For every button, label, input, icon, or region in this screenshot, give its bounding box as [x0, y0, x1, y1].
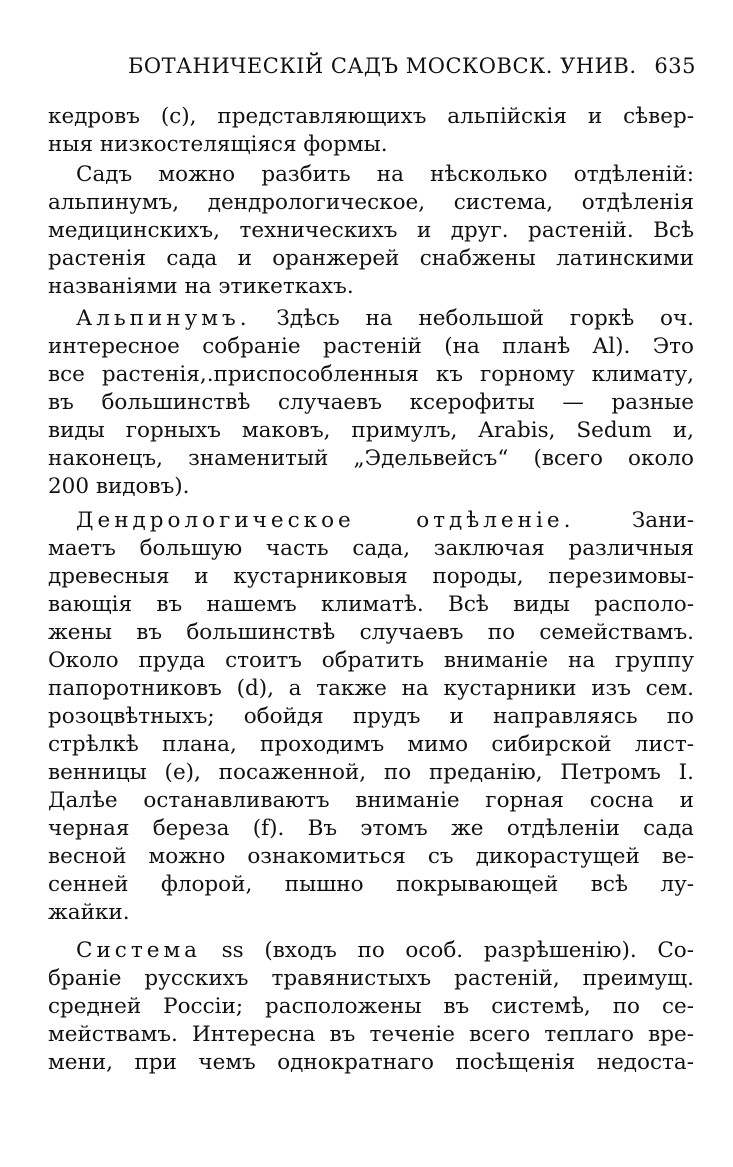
text-line: древесныя и кустарниковыя породы, перезимовы-: [48, 564, 694, 589]
text-line: стрѣлкѣ плана, проходимъ мимо сибирской лист-: [48, 732, 694, 757]
text-line: Альпинумъ. Здѣсь на небольшой горкѣ оч.: [76, 306, 694, 331]
text-line: альпинумъ, дендрологическое, система, отдѣленія: [48, 190, 694, 215]
text-line: розоцвѣтныхъ; обойдя прудъ и направляясь по: [48, 704, 694, 729]
text-line: маетъ большую часть сада, заключая различныя: [48, 536, 694, 561]
text-line: наконецъ, знаменитый „Эдельвейсъ“ (всего около: [48, 446, 694, 471]
text-line: Около пруда стоитъ обратить вниманіе на группу: [48, 648, 694, 673]
text-line: интересное собраніе растеній (на планѣ Al). Это: [48, 334, 694, 359]
text-line: все растенія,.приспособленныя къ горному климату,: [48, 362, 694, 387]
text-line: Система ss (входъ по особ. разрѣшенію). Со-: [76, 938, 694, 963]
text-line: средней Россіи; расположены въ системѣ, по се-: [48, 994, 694, 1019]
text-line: 200 видовъ).: [48, 474, 190, 499]
text-line: медицинскихъ, техническихъ и друг. растеній. Всѣ: [48, 218, 694, 243]
text-line: ныя низкостелящіяся формы.: [48, 132, 388, 157]
text-line: жайки.: [48, 900, 130, 925]
text-line: названіями на этикеткахъ.: [48, 274, 354, 299]
text-line: кедровъ (с), представляющихъ альпійскія и сѣвер-: [48, 104, 694, 129]
text-line: виды горныхъ маковъ, примулъ, Arabis, Sedum и,: [48, 418, 694, 443]
text-line: Дендрологическое отдѣленіе. Зани-: [76, 508, 694, 533]
text-line: жены въ большинствѣ случаевъ по семействамъ.: [48, 620, 694, 645]
text-line: венницы (е), посаженной, по преданію, Петромъ I.: [48, 760, 694, 785]
text-line: сенней флорой, пышно покрывающей всѣ лу-: [48, 872, 694, 897]
text-line: мени, при чемъ однократнаго посѣщенія недоста-: [48, 1050, 694, 1075]
text-line: мействамъ. Интересна въ теченіе всего теплаго вре-: [48, 1022, 694, 1047]
running-title: БОТАНИЧЕСКІЙ САДЪ МОСКОВСК. УНИВ.: [128, 54, 637, 78]
text-line: папоротниковъ (d), а также на кустарники изъ сем.: [48, 676, 694, 701]
text-line: черная береза (f). Въ этомъ же отдѣленіи сада: [48, 816, 694, 841]
text-line: Далѣе останавливаютъ вниманіе горная сосна и: [48, 788, 694, 813]
section-heading: Дендрологическое отдѣленіе.: [76, 508, 575, 533]
text-line: Садъ можно разбить на нѣсколько отдѣленій:: [76, 162, 694, 187]
section-heading: Система: [76, 938, 201, 963]
page-number: 635: [654, 54, 696, 78]
running-head: [48, 54, 696, 84]
text-line: весной можно ознакомиться съ дикорастущей ве-: [48, 844, 694, 869]
text-line: въ большинствѣ случаевъ ксерофиты — разные: [48, 390, 694, 415]
section-heading: Альпинумъ.: [76, 306, 251, 331]
text-line: вающія въ нашемъ климатѣ. Всѣ виды располо-: [48, 592, 694, 617]
text-line: растенія сада и оранжерей снабжены латинскими: [48, 246, 694, 271]
text-line: браніе русскихъ травянистыхъ растеній, преимущ.: [48, 966, 694, 991]
